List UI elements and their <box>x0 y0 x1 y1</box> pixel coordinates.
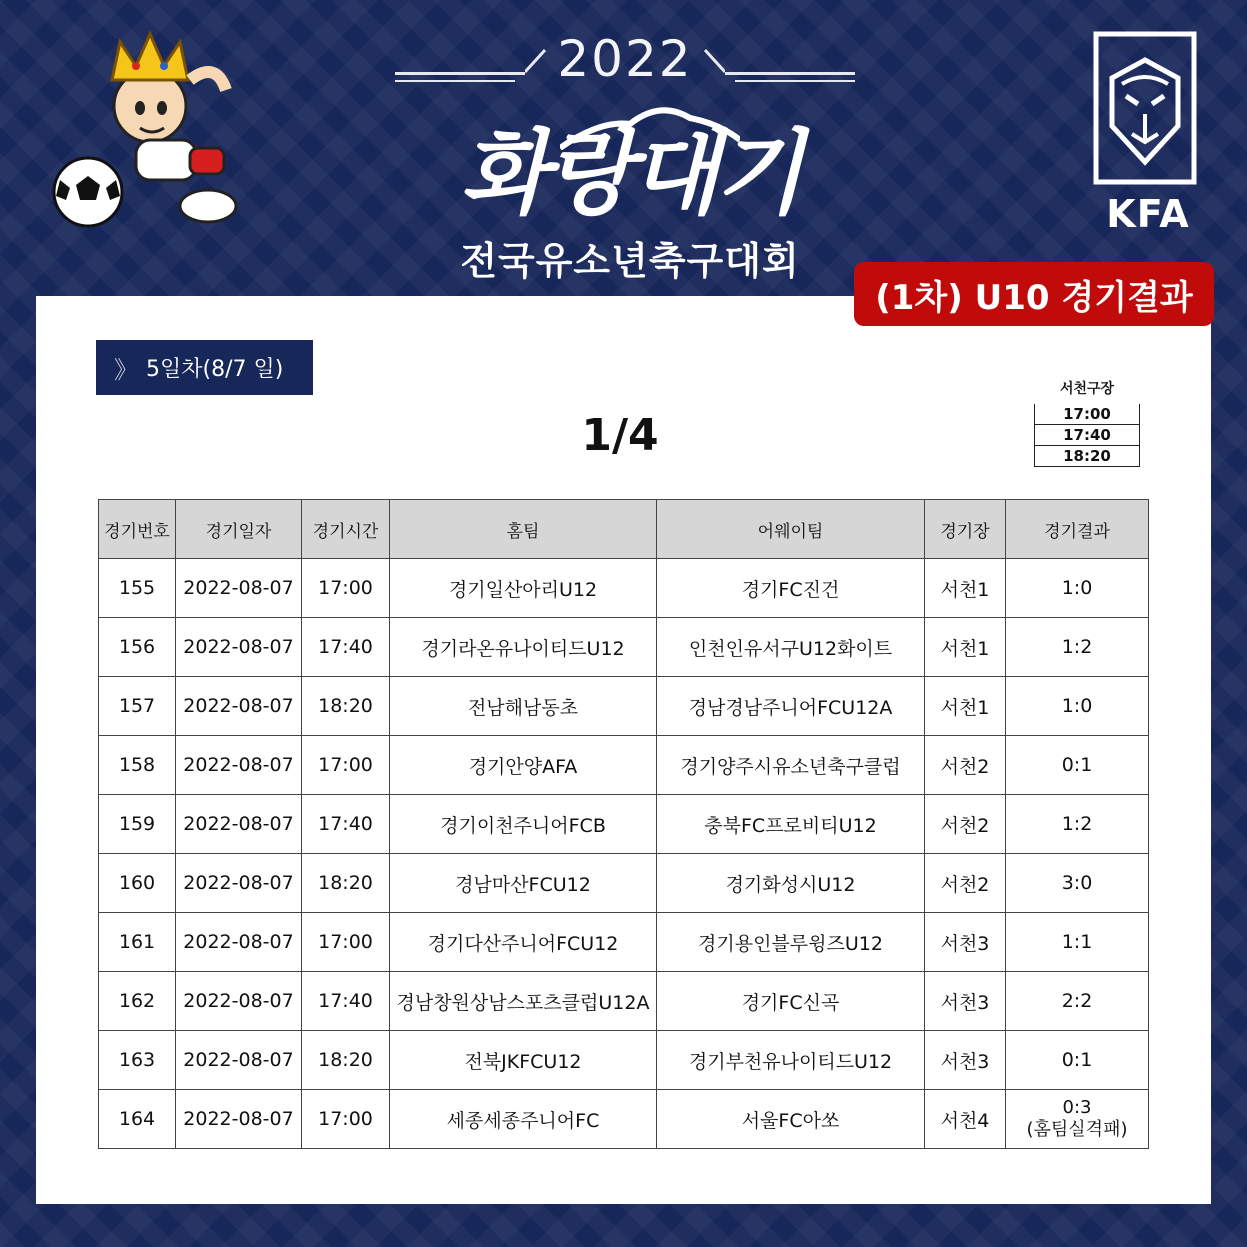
mascot-icon <box>40 20 240 230</box>
cell-match-no: 158 <box>99 736 176 795</box>
cell-away-team: 서울FC아쏘 <box>657 1090 925 1149</box>
cell-time: 17:40 <box>302 972 390 1031</box>
chevron-right-icon: 》 <box>114 356 138 384</box>
cell-time: 17:40 <box>302 795 390 854</box>
cell-away-team: 경기FC신곡 <box>657 972 925 1031</box>
col-header-away: 어웨이팀 <box>657 500 925 559</box>
results-table <box>98 499 1149 1149</box>
table-row <box>99 1031 1149 1090</box>
cell-match-no: 162 <box>99 972 176 1031</box>
cell-date: 2022-08-07 <box>176 559 302 618</box>
venue-schedule <box>1034 378 1140 467</box>
result-score: 0:3 <box>1062 1097 1092 1118</box>
cell-date: 2022-08-07 <box>176 736 302 795</box>
brand-title: 화랑대기 <box>460 119 800 227</box>
col-header-home: 홈팀 <box>390 500 657 559</box>
cell-home-team: 전남해남동초 <box>390 677 657 736</box>
col-header-date: 경기일자 <box>176 500 302 559</box>
table-row <box>99 618 1149 677</box>
cell-time: 17:00 <box>302 559 390 618</box>
col-header-result: 경기결과 <box>1006 500 1149 559</box>
cell-match-no: 163 <box>99 1031 176 1090</box>
cell-time: 17:00 <box>302 736 390 795</box>
cell-home-team: 전북JKFCU12 <box>390 1031 657 1090</box>
table-row <box>99 559 1149 618</box>
cell-time: 17:40 <box>302 618 390 677</box>
year-text: 2022 <box>557 30 693 88</box>
venue-time: 17:00 <box>1034 404 1140 425</box>
day-tag <box>96 340 313 395</box>
kfa-text: KFA <box>1106 192 1190 236</box>
cell-home-team: 경남창원상남스포츠클럽U12A <box>390 972 657 1031</box>
cell-time: 18:20 <box>302 1031 390 1090</box>
cell-time: 17:00 <box>302 1090 390 1149</box>
cell-venue: 서천4 <box>925 1090 1006 1149</box>
cell-result: 2:2 <box>1006 972 1149 1031</box>
cell-date: 2022-08-07 <box>176 1090 302 1149</box>
cell-date: 2022-08-07 <box>176 913 302 972</box>
cell-date: 2022-08-07 <box>176 1031 302 1090</box>
cell-home-team: 세종세종주니어FC <box>390 1090 657 1149</box>
table-row <box>99 913 1149 972</box>
cell-result: 1:2 <box>1006 795 1149 854</box>
table-row <box>99 677 1149 736</box>
cell-date: 2022-08-07 <box>176 618 302 677</box>
cell-away-team: 경남경남주니어FCU12A <box>657 677 925 736</box>
cell-time: 17:00 <box>302 913 390 972</box>
cell-result: 0:1 <box>1006 1031 1149 1090</box>
cell-home-team: 경남마산FCU12 <box>390 854 657 913</box>
cell-match-no: 164 <box>99 1090 176 1149</box>
kfa-crest-icon <box>1092 30 1198 186</box>
table-row <box>99 854 1149 913</box>
page-indicator: 1/4 <box>581 410 659 461</box>
cell-date: 2022-08-07 <box>176 972 302 1031</box>
venue-time: 17:40 <box>1034 425 1140 446</box>
cell-away-team: 충북FC프로비티U12 <box>657 795 925 854</box>
cell-match-no: 159 <box>99 795 176 854</box>
cell-venue: 서천3 <box>925 1031 1006 1090</box>
tournament-subtitle: 전국유소년축구대회 <box>460 239 800 283</box>
cell-venue: 서천3 <box>925 972 1006 1031</box>
cell-date: 2022-08-07 <box>176 795 302 854</box>
day-tag-label: 5일차(8/7 일) <box>146 357 284 382</box>
cell-match-no: 160 <box>99 854 176 913</box>
cell-venue: 서천2 <box>925 854 1006 913</box>
year-banner <box>395 30 855 86</box>
venue-time: 18:20 <box>1034 446 1140 467</box>
cell-result: 1:2 <box>1006 618 1149 677</box>
cell-away-team: 경기양주시유소년축구클럽 <box>657 736 925 795</box>
table-header-row <box>99 500 1149 559</box>
cell-time: 18:20 <box>302 854 390 913</box>
cell-match-no: 155 <box>99 559 176 618</box>
cell-home-team: 경기이천주니어FCB <box>390 795 657 854</box>
cell-home-team: 경기안양AFA <box>390 736 657 795</box>
cell-venue: 서천2 <box>925 736 1006 795</box>
table-row <box>99 972 1149 1031</box>
cell-home-team: 경기라온유나이티드U12 <box>390 618 657 677</box>
result-badge: (1차) U10 경기결과 <box>854 262 1214 326</box>
cell-venue: 서천3 <box>925 913 1006 972</box>
col-header-venue: 경기장 <box>925 500 1006 559</box>
table-row <box>99 736 1149 795</box>
cell-result: 0:1 <box>1006 736 1149 795</box>
cell-away-team: 경기부천유나이티드U12 <box>657 1031 925 1090</box>
cell-time: 18:20 <box>302 677 390 736</box>
cell-venue: 서천1 <box>925 618 1006 677</box>
cell-result: 1:0 <box>1006 677 1149 736</box>
venue-title: 서천구장 <box>1059 381 1115 397</box>
col-header-no: 경기번호 <box>99 500 176 559</box>
table-row <box>99 795 1149 854</box>
cell-venue: 서천2 <box>925 795 1006 854</box>
cell-away-team: 인천인유서구U12화이트 <box>657 618 925 677</box>
cell-match-no: 161 <box>99 913 176 972</box>
table-row <box>99 1090 1149 1149</box>
cell-away-team: 경기FC진건 <box>657 559 925 618</box>
cell-away-team: 경기용인블루윙즈U12 <box>657 913 925 972</box>
cell-home-team: 경기일산아리U12 <box>390 559 657 618</box>
cell-date: 2022-08-07 <box>176 677 302 736</box>
cell-date: 2022-08-07 <box>176 854 302 913</box>
cell-match-no: 157 <box>99 677 176 736</box>
cell-away-team: 경기화성시U12 <box>657 854 925 913</box>
cell-venue: 서천1 <box>925 559 1006 618</box>
result-note: (홈팀실격패) <box>1026 1119 1128 1140</box>
cell-home-team: 경기다산주니어FCU12 <box>390 913 657 972</box>
cell-match-no: 156 <box>99 618 176 677</box>
cell-result: 1:1 <box>1006 913 1149 972</box>
cell-result <box>1006 1090 1149 1149</box>
cell-result: 1:0 <box>1006 559 1149 618</box>
col-header-time: 경기시간 <box>302 500 390 559</box>
cell-result: 3:0 <box>1006 854 1149 913</box>
cell-venue: 서천1 <box>925 677 1006 736</box>
